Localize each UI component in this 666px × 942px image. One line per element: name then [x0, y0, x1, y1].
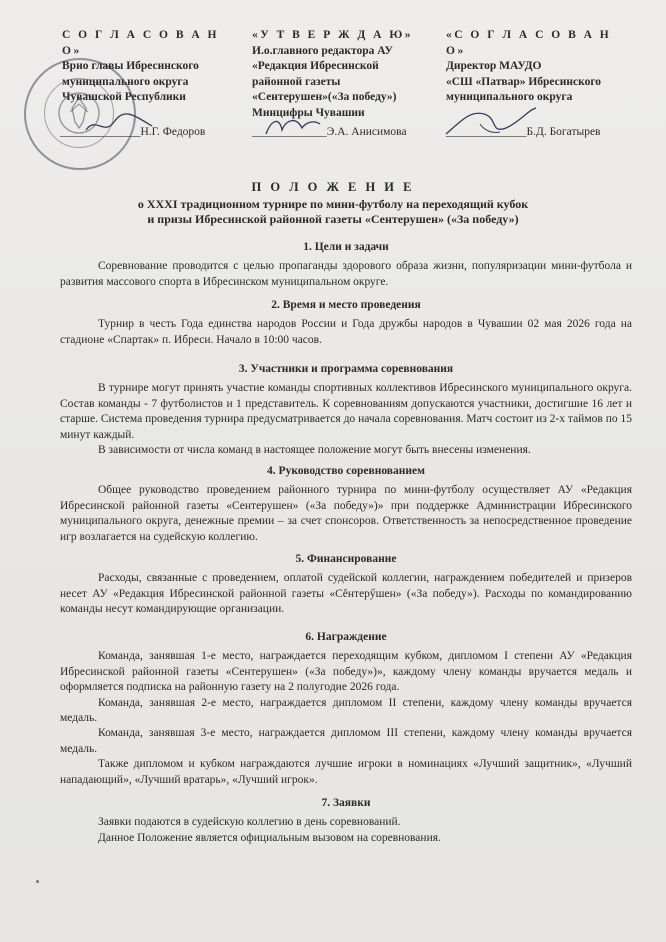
section-financing: [60, 552, 632, 618]
section-heading: 2. Время и место проведения: [271, 299, 421, 311]
section-paragraph: Команда, занявшая 3-е место, награждается дипломом III степени, каждому члену команды вручается медаль.: [60, 727, 632, 755]
section-awards: [60, 630, 632, 788]
section-management: [60, 464, 632, 545]
section-applications: [60, 796, 632, 846]
section-paragraph: В зависимости от числа команд в настоящее положение могут быть внесены изменения.: [98, 444, 531, 457]
approval-middle-line: «Редакция Ибресинской: [252, 60, 379, 72]
section-paragraph: Данное Положение является официальным вызовом на соревнования.: [98, 831, 441, 844]
approval-left-heading: С О Г Л А С О В А Н О»: [62, 29, 219, 57]
approval-middle-line: «Сентерушен»(«За победу»): [252, 91, 397, 103]
approval-middle-line: районной газеты: [252, 75, 341, 88]
approval-middle-signer: Э.А. Анисимова: [326, 126, 407, 138]
document-subtitle: и призы Ибресинской районной газеты «Сентерушен» («За победу»): [147, 212, 519, 226]
section-paragraph: Также дипломом и кубком награждаются лучшие игроки в номинациях «Лучший защитник», «Лучший нападающий», «Лучший вратарь», «Лучший игрок».: [60, 758, 632, 786]
section-paragraph: Турнир в честь Года единства народов России и Года дружбы народов в Чувашии 02 мая 2026 года на стадионе «Спартак» п. Ибреси. Начало в 10:00 часов.: [60, 318, 632, 346]
section-heading: 7. Заявки: [321, 797, 371, 809]
signature-icon: [84, 112, 154, 138]
approval-middle-heading: «У Т В Е Р Ж Д А Ю»: [252, 29, 414, 41]
approval-left-signer: Н.Г. Федоров: [140, 126, 206, 138]
approval-right-signature-line: ______________Б.Д. Богатырев: [446, 126, 601, 138]
section-time-place: [60, 298, 632, 348]
document-subtitle: о XXXI традиционном турнире по мини-футболу на переходящий кубок: [137, 197, 529, 211]
section-paragraph: Команда, занявшая 1-е место, награждается переходящим кубком, дипломом I степени АУ «Редакция Ибресинской районной газеты «Сентерушен» («За победу»)», каждому члену команды вручается медаль и оформляется подписка на районную газету на 2 полугодие 2026 года.: [60, 650, 632, 694]
approval-header: [0, 28, 666, 158]
section-heading: 6. Награждение: [305, 631, 387, 643]
section-heading: 5. Финансирование: [295, 553, 397, 565]
section-paragraph: Соревнование проводится с целью пропаганды здорового образа жизни, популяризации мини-футбола и развития массового спорта в Ибресинском муниципальном округе.: [60, 260, 632, 288]
approval-left-line: Врио главы Ибресинского: [62, 60, 199, 72]
approval-left: [62, 28, 232, 106]
document-title: П О Л О Ж Е Н И Е: [251, 180, 415, 194]
section-paragraph: Общее руководство проведением районного турнира по мини-футболу осуществляет АУ «Редакция Ибресинской районной газеты «Сентерушен» («За победу»)» при поддержке Администрации Ибресинского муниципального округа, денежные премии – за счет спонсоров. Ответственность за непосредственное проведение игр возлагается на судейскую коллегию.: [60, 484, 632, 543]
section-goals: [60, 240, 632, 290]
approval-right-heading: «С О Г Л А С О В А Н О»: [446, 29, 612, 57]
section-paragraph: Команда, занявшая 2-е место, награждается дипломом II степени, каждому члену команды вручается медаль.: [60, 696, 632, 725]
approval-right-signer: Б.Д. Богатырев: [526, 126, 601, 138]
approval-middle: [252, 28, 442, 121]
section-heading: 4. Руководство соревнованием: [267, 465, 425, 477]
approval-middle-signature-line: _____________Э.А. Анисимова: [252, 126, 407, 138]
section-paragraph: В турнире могут принять участие команды спортивных коллективов Ибресинского муниципального округа. Состав команды - 7 футболистов и 1 представитель. К соревнованиям допускаются участники, достигшие 16 лет и старше. Система проведения турнира предусматривается до начала соревнования. Матч состоит из 2-х таймов по 15 минут каждый.: [60, 382, 632, 441]
section-heading: 3. Участники и программа соревнования: [238, 363, 454, 375]
approval-middle-line: Минцифры Чувашии: [252, 106, 365, 119]
approval-left-signature-line: ______________Н.Г. Федоров: [60, 126, 206, 138]
approval-right: [446, 28, 636, 106]
section-paragraph: Расходы, связанные с проведением, оплатой судейской коллегии, награждением победителей и призеров несет АУ «Редакция Ибресинской районной газеты «Сĕнтерӳшен» («За победу»). Расходы по командированию команды несут командирующие организации.: [60, 572, 632, 616]
signature-icon: [262, 112, 322, 140]
scan-speck: [36, 880, 39, 883]
approval-right-line: «СШ «Патвар» Ибресинского: [446, 75, 602, 88]
section-paragraph: Заявки подаются в судейскую коллегию в день соревнований.: [98, 816, 401, 829]
approval-left-line: муниципального округа: [62, 75, 189, 88]
approval-right-line: Директор МАУДО: [446, 60, 542, 72]
approval-middle-line: И.о.главного редактора АУ: [252, 44, 393, 57]
section-heading: 1. Цели и задачи: [303, 241, 389, 253]
section-participants: [60, 362, 632, 458]
signature-icon: [440, 104, 540, 140]
approval-left-line: Чувашской Республики: [62, 91, 186, 103]
approval-right-line: муниципального округа: [446, 91, 573, 103]
